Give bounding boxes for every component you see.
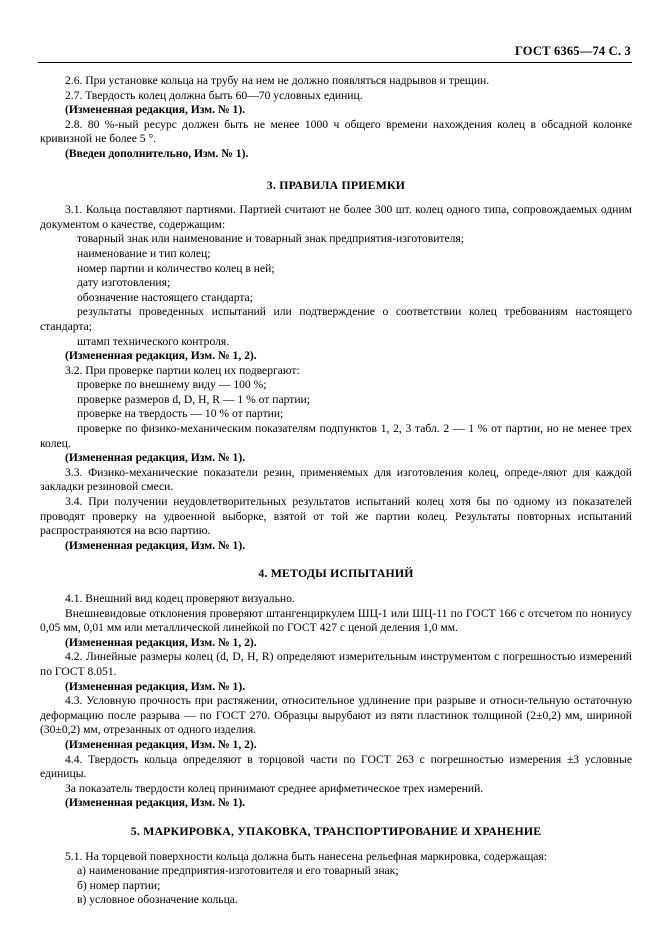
paragraph: в) условное обозначение кольца.: [77, 893, 238, 907]
section-heading: 3. ПРАВИЛА ПРИЕМКИ: [266, 177, 406, 192]
paragraph: Внешневидовые отклонения проверяют штангенциркулем ШЦ-1 или ШЦ-11 по ГОСТ 166 с отсчетом по нониусу 0,05 мм, 0,01 мм или металлической линейкой по ГОСТ 427 с ценой деления 1,0 мм.: [40, 606, 632, 635]
revision-note: (Измененная редакция, Изм. № 1).: [65, 103, 246, 117]
document-body: [40, 74, 632, 908]
revision-note: (Измененная редакция, Изм. № 1).: [65, 451, 246, 465]
paragraph: товарный знак или наименование и товарный знак предприятия-изготовителя;: [77, 232, 464, 246]
paragraph: 2.7. Твердость колец должна быть 60—70 условных единиц.: [65, 88, 363, 102]
paragraph: проверке по физико-механическим показателям подпунктов 1, 2, 3 табл. 2 — 1 % от партии, но не менее трех колец.: [40, 422, 632, 450]
paragraph: 2.6. При установке кольца на трубу на нем не должно появляться надрывов и трещин.: [65, 74, 490, 87]
paragraph: штамп технического контроля.: [77, 334, 230, 348]
revision-note: (Введен дополнительно, Изм. № 1).: [65, 146, 249, 160]
paragraph: 3.4. При получении неудовлетворительных результатов испытаний колец хотя бы по одному из показателей проводят проверку на удвоенной выборке, взятой от той же партии колец. Результаты повторных испытаний распространяются на всю партию.: [40, 495, 632, 538]
paragraph: а) наименование предприятия-изготовителя и его товарный знак;: [77, 864, 399, 878]
paragraph: 3.3. Физико-механические показатели резин, применяемых для изготовления колец, опреде-ляют для каждой закладки резиновой смеси.: [40, 465, 632, 494]
paragraph: проверке на твердость — 10 % от партии;: [77, 407, 284, 421]
paragraph: дату изготовления;: [77, 276, 171, 290]
section-heading: 4. МЕТОДЫ ИСПЫТАНИЙ: [258, 566, 414, 581]
revision-note: (Измененная редакция, Изм. № 1, 2).: [65, 349, 257, 363]
revision-note: (Измененная редакция, Изм. № 1).: [65, 538, 246, 552]
paragraph: номер партии и количество колец в ней;: [77, 261, 275, 275]
revision-note: (Измененная редакция, Изм. № 1).: [65, 679, 246, 693]
paragraph: 2.8. 80 %-ный ресурс должен быть не менее 1000 ч общего времени нахождения колец в обсадной колонке кривизной не более 5 °.: [40, 117, 632, 146]
revision-note: (Измененная редакция, Изм. № 1, 2).: [65, 635, 257, 649]
paragraph: обозначение настоящего стандарта;: [77, 290, 253, 304]
header-divider: [38, 62, 632, 63]
paragraph: 3.2. При проверке партии колец их подвергают:: [65, 363, 300, 377]
paragraph: проверке по внешнему виду — 100 %;: [77, 378, 267, 392]
paragraph: б) номер партии;: [77, 878, 161, 892]
paragraph: 4.2. Линейные размеры колец (d, D, H, R) определяют измерительным инструментом с погрешностью измерений по ГОСТ 8.051.: [40, 650, 632, 678]
page-header: ГОСТ 6365—74 С. 3: [514, 44, 631, 58]
paragraph: 4.3. Условную прочность при растяжении, относительное удлинение при разрыве и относи-тельную остаточную деформацию после разрыва — по ГОСТ 270. Образцы вырубают из пяти пластинок толщиной (2±0,2) мм, шириной (30±0,2) мм, отрезанных от одного изделия.: [40, 694, 632, 737]
paragraph: результаты проведенных испытаний или подтверждение о соответствии колец требованиям настоящего стандарта;: [40, 305, 632, 333]
revision-note: (Измененная редакция, Изм. № 1).: [65, 796, 246, 810]
section-heading: 5. МАРКИРОВКА, УПАКОВКА, ТРАНСПОРТИРОВАНИЕ И ХРАНЕНИЕ: [130, 823, 542, 838]
paragraph: 4.4. Твердость кольца определяют в торцовой части по ГОСТ 263 с погрешностью измерения ±3 условные единицы.: [40, 752, 632, 781]
paragraph: 4.1. Внешний вид кодец проверяют визуально.: [65, 592, 295, 605]
revision-note: (Измененная редакция, Изм. № 1, 2).: [65, 737, 257, 751]
paragraph: 5.1. На торцевой поверхности кольца должна быть нанесена рельефная маркировка, содержащая:: [65, 849, 547, 863]
paragraph: 3.1. Кольца поставляют партиями. Партией считают не более 300 шт. колец одного типа, сопровождаемых одним документом о качестве, содержащим:: [40, 203, 632, 231]
paragraph: За показатель твердости колец принимают среднее арифметическое трех измерений.: [65, 781, 484, 795]
paragraph: проверке размеров d, D, H, R — 1 % от партии;: [77, 392, 310, 406]
paragraph: наименование и тип колец;: [77, 246, 211, 260]
